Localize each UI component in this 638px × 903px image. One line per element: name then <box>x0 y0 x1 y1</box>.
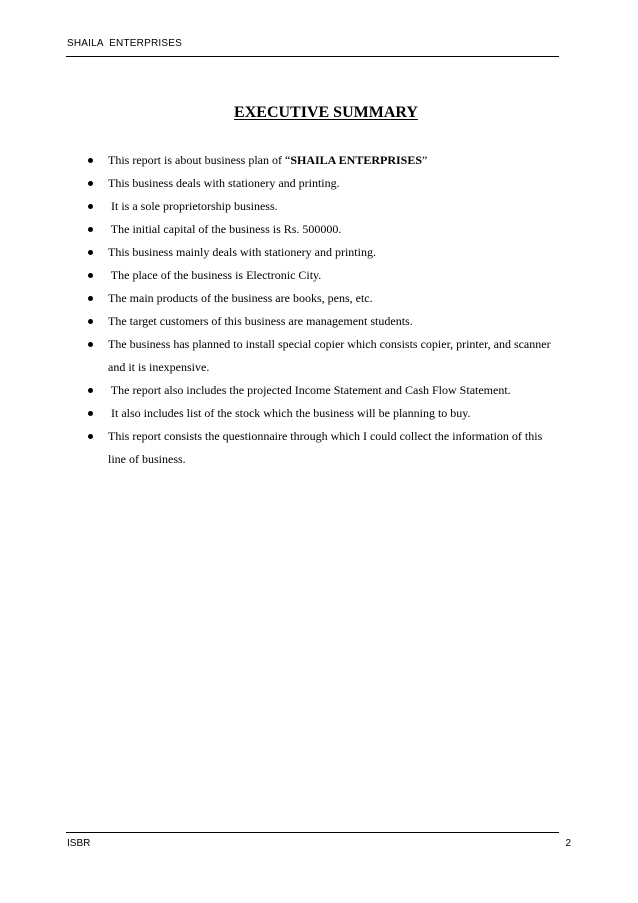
list-item <box>82 241 552 264</box>
bullet-icon <box>88 273 93 278</box>
list-item <box>82 149 552 172</box>
running-header: SHAILA ENTERPRISES <box>67 38 182 49</box>
page-title <box>0 104 638 122</box>
bullet-icon <box>88 411 93 416</box>
summary-list <box>82 149 552 471</box>
bullet-icon <box>88 296 93 301</box>
list-item-text: The place of the business is Electronic City. <box>108 268 322 282</box>
list-item <box>82 172 552 195</box>
list-item <box>82 425 552 471</box>
list-item <box>82 402 552 425</box>
bullet-icon <box>88 388 93 393</box>
bullet-icon <box>88 250 93 255</box>
company-name: SHAILA ENTERPRISES <box>290 153 423 167</box>
list-item <box>82 264 552 287</box>
list-item-text: The target customers of this business are management students. <box>108 314 413 328</box>
page-title-text: EXECUTIVE SUMMARY <box>234 104 418 121</box>
list-item-text: This business mainly deals with stationery and printing. <box>108 245 376 259</box>
footer-divider <box>66 832 559 833</box>
list-item-text: The main products of the business are books, pens, etc. <box>108 291 373 305</box>
bullet-icon <box>88 319 93 324</box>
list-item-suffix: ” <box>422 153 428 167</box>
list-item <box>82 218 552 241</box>
list-item-text: The initial capital of the business is Rs. 500000. <box>108 222 342 236</box>
list-item-text: This business deals with stationery and printing. <box>108 176 340 190</box>
bullet-icon <box>88 227 93 232</box>
list-item <box>82 287 552 310</box>
page-number: 2 <box>565 838 571 849</box>
header-divider <box>66 56 559 57</box>
list-item-text: The report also includes the projected Income Statement and Cash Flow Statement. <box>108 383 511 397</box>
list-item-text: It also includes list of the stock which the business will be planning to buy. <box>108 406 471 420</box>
list-item <box>82 333 552 379</box>
list-item-text: The business has planned to install special copier which consists copier, printer, and scanner and it is inexpensive. <box>108 337 551 374</box>
list-item <box>82 310 552 333</box>
list-item <box>82 195 552 218</box>
bullet-icon <box>88 204 93 209</box>
bullet-icon <box>88 181 93 186</box>
bullet-icon <box>88 158 93 163</box>
list-item-text: It is a sole proprietorship business. <box>108 199 278 213</box>
list-item-text: This report consists the questionnaire through which I could collect the information of this line of business. <box>108 429 543 466</box>
bullet-icon <box>88 434 93 439</box>
bullet-icon <box>88 342 93 347</box>
footer-institution: ISBR <box>67 838 91 849</box>
list-item-prefix: This report is about business plan of “ <box>108 153 291 167</box>
list-item <box>82 379 552 402</box>
